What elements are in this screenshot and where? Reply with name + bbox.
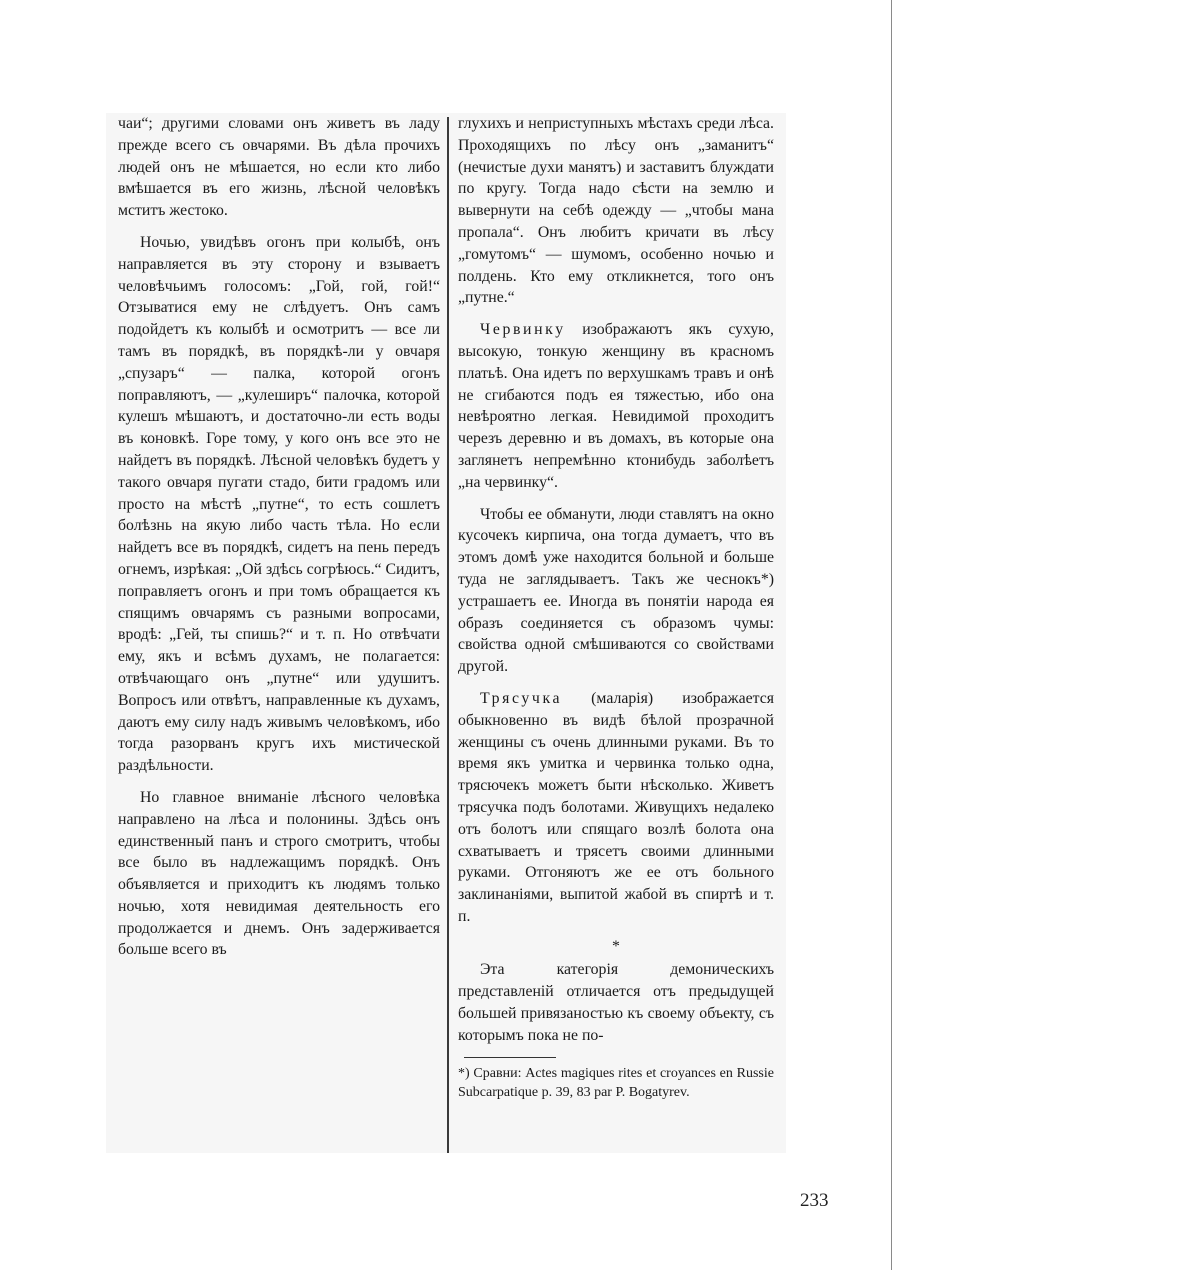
paragraph-chervinka	[458, 319, 774, 493]
paragraph-text: изображаютъ якъ сухую, высокую, тонкую женщину въ красномъ платьѣ. Она идетъ по верхушкамъ травъ и онѣ не сгибаются подъ ея тяжестью, ибо она невѣроятно легкая. Невидимой проходитъ черезъ деревню и въ домахъ, въ которые она заглянетъ непремѣнно ктонибудь заболѣетъ „на червинку“.	[458, 321, 774, 491]
page-number: 233	[800, 1190, 829, 1211]
paragraph: Но главное вниманіе лѣсного человѣка направлено на лѣса и полонины. Здѣсь онъ единственный панъ и строго смотритъ, чтобы все было въ надлежащимъ порядкѣ. Онъ объявляется и приходитъ къ людямъ только ночью, хотя невидимая деятельность его продолжается и днемъ. Онъ задерживается больше всего въ	[118, 788, 440, 959]
left-text-column	[118, 113, 440, 1153]
paragraph: Ночью, увидѣвъ огонъ при колыбѣ, онъ направляется въ эту сторону и взываетъ человѣчьимъ голосомъ: „Гой, гой, гой!“ Отзыватися ему не слѣдуетъ. Онъ самъ подойдетъ къ колыбѣ и осмотритъ — все ли тамъ въ порядкѣ, въ порядкѣ-ли у овчаря „спузаръ“ — палка, которой огонъ поправляютъ, — „кулеширъ“ палочка, которой кулешъ мѣшаютъ, и достаточно-ли есть воды въ коновкѣ. Горе тому, у кого онъ все это не найдетъ въ порядкѣ. Лѣсной человѣкъ будетъ у такого овчаря пугати стадо, бити градомъ или просто на мѣстѣ „путне“, то есть сошлетъ болѣзнь на якую либо часть тѣла. Но если найдетъ все въ порядкѣ, сидетъ на пень передъ огнемъ, изрѣкая: „Ой здѣсь согрѣюсь.“ Сидитъ, поправляетъ огонъ и при томъ обращается къ спящимъ овчарямъ съ разными вопросами, вродѣ: „Гей, ты спишь?“ и т. п. Но отвѣчати ему, якъ и всѣмъ духамъ, не полагается: отвѣчающаго онъ „путне“ или удушитъ. Вопросъ или отвѣтъ, направленные къ духамъ, даютъ ему силу надъ живымъ человѣкомъ, ибо тогда разорванъ кругъ ихъ мистической раздѣльности.	[118, 233, 440, 775]
footnote-rule	[464, 1057, 556, 1058]
paragraph: чаи“; другими словами онъ живетъ въ ладу прежде всего съ овчарями. Въ дѣла прочихъ людей онъ не мѣшается, но если кто либо вмѣшается въ его жизнь, лѣсной человѣкъ мститъ жестоко.	[118, 115, 440, 220]
footnote: *) Сравни: Actes magiques rites et croyances en Russie Subcarpatique p. 39, 83 par P. Bogatyrev.	[458, 1065, 774, 1100]
section-asterisk: *	[612, 937, 620, 955]
column-divider	[447, 117, 449, 1153]
scanned-text-block	[106, 113, 786, 1153]
paragraph-text: (маларія) изображается обыкновенно въ видѣ бѣлой прозрачной женщины съ очень длинными руками. Въ то время якъ умитка и червинка только одна, трясючекъ можетъ быти нѣсколько. Живетъ трясучка подъ болотами. Живущихъ недалеко отъ болотъ или спящаго возлѣ болота она схватываетъ и трясетъ своими длинными руками. Отгоняютъ же ее отъ больного заклинаніями, выпитой жабой въ спиртѣ и т. п.	[458, 689, 774, 925]
term-chervinka: Червинку	[480, 321, 566, 339]
term-trasuchka: Трясучка	[480, 689, 563, 707]
right-text-column	[458, 113, 774, 1153]
paragraph: глухихъ и неприступныхъ мѣстахъ среди лѣса. Проходящихъ по лѣсу онъ „заманитъ“ (нечистые духи манятъ) и заставитъ блуждати по кругу. Тогда надо сѣсти на землю и вывернути на себѣ одежду — „чтобы мана пропала“. Онъ любитъ кричати въ лѣсу „гомутомъ“ — шумомъ, особенно ночью и полдень. Кто ему откликнется, того онъ „путне.“	[458, 115, 774, 307]
paragraph-trasuchka	[458, 688, 774, 928]
paragraph: Эта категорія демоническихъ представленій отличается отъ предыдущей большей привязаностью къ своему объекту, съ которымъ пока не по-	[458, 961, 774, 1044]
paragraph: Чтобы ее обманути, люди ставлятъ на окно кусочекъ кирпича, она тогда думаетъ, что въ этомъ домѣ уже находится больной и больше туда не заглядываетъ. Такъ же чеснокъ*) устрашаетъ ее. Иногда въ понятіи народа ея образъ соединяется съ образомъ чумы: свойства одной смѣшиваются со свойствами другой.	[458, 505, 774, 676]
